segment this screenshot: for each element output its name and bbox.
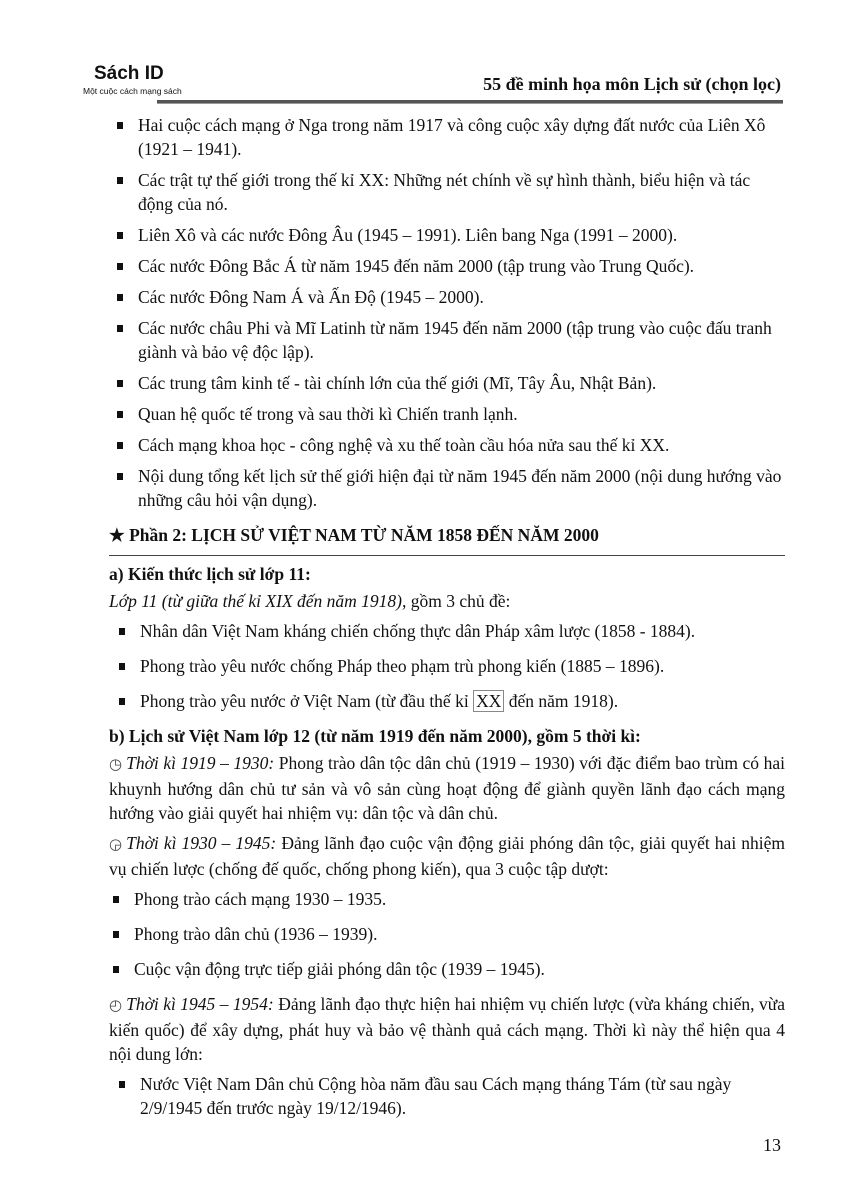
list-item [113,887,785,911]
brand-tagline: Một cuộc cách mạng sách [83,86,182,96]
item-text: Nước Việt Nam Dân chủ Cộng hòa năm đầu sau Cách mạng tháng Tám (từ sau ngày 2/9/1945 đến trước ngày 19/12/1946). [140,1074,732,1118]
page-content [109,113,785,1131]
bullet-icon [113,896,119,903]
period-1919-1930 [109,751,785,825]
brand-logo: Sách ID [94,63,164,84]
list-item [113,922,785,946]
bullet-icon [119,1081,125,1088]
bullet-icon [117,380,123,387]
list-item [117,285,785,309]
item-text: Phong trào yêu nước ở Việt Nam (từ đầu thế kỉ [140,691,474,711]
item-text: Các trật tự thế giới trong thế kỉ XX: Những nét chính về sự hình thành, biểu hiện và tác động của nó. [138,170,751,214]
intro-text: gồm 3 chủ đề: [406,591,511,611]
clock-icon: ◷ [109,757,123,773]
list-item [117,113,785,161]
world-history-list [109,113,785,512]
grade11-topic-list [109,619,785,713]
item-text: Các nước Đông Nam Á và Ấn Độ (1945 – 2000). [138,287,484,307]
list-item [117,402,785,426]
item-text: đến năm 1918). [504,691,619,711]
list-item [117,371,785,395]
part-2-heading [109,523,785,556]
period-text: Phong trào dân tộc dân chủ (1919 – 1930) với đặc điểm bao trùm có hai khuynh hướng dân chủ tư sản và vô sản cùng hoạt động để giành quyền lãnh đạo cách mạng hướng vào giải quyết hai nhiệm vụ: dân tộc và dân chủ. [109,753,785,823]
bullet-icon [119,663,125,670]
bullet-icon [117,325,123,332]
bullet-icon [113,931,119,938]
bullet-icon [119,698,125,705]
clock-icon: ◴ [109,998,123,1014]
bullet-icon [117,232,123,239]
item-text: Phong trào cách mạng 1930 – 1935. [134,889,387,909]
item-text: Các trung tâm kinh tế - tài chính lớn của thế giới (Mĩ, Tây Âu, Nhật Bản). [138,373,657,393]
star-icon: ★ [109,525,125,545]
bullet-icon [113,966,119,973]
content-list [109,1072,785,1120]
list-item [119,654,785,678]
part-title: Phần 2: LỊCH SỬ VIỆT NAM TỪ NĂM 1858 ĐẾN NĂM 2000 [129,525,599,545]
item-text: Nội dung tổng kết lịch sử thế giới hiện đại từ năm 1945 đến năm 2000 (nội dung hướng vào những câu hỏi vận dụng). [138,466,782,510]
bullet-icon [119,628,125,635]
book-title: 55 đề minh họa môn Lịch sử (chọn lọc) [483,74,781,94]
item-text: Nhân dân Việt Nam kháng chiến chống thực dân Pháp xâm lược (1858 - 1884). [140,621,696,641]
section-a-heading: a) Kiến thức lịch sử lớp 11: [109,564,311,584]
item-text: Quan hệ quốc tế trong và sau thời kì Chiến tranh lạnh. [138,404,518,424]
list-item [117,433,785,457]
section-a-intro [109,589,785,613]
boxed-text: XX [473,690,504,712]
list-item [117,464,785,512]
bullet-icon [117,263,123,270]
bullet-icon [117,177,123,184]
item-text: Cuộc vận động trực tiếp giải phóng dân tộc (1939 – 1945). [134,959,545,979]
list-item [117,316,785,364]
bullet-icon [117,122,123,129]
rehearsal-list [109,887,785,981]
period-text: Đảng lãnh đạo cuộc vận động giải phóng dân tộc, giải quyết hai nhiệm vụ chiến lược (chống đế quốc, chống phong kiến), qua 3 cuộc tập dượt: [109,833,785,879]
list-item [117,168,785,216]
item-text: Cách mạng khoa học - công nghệ và xu thế toàn cầu hóa nửa sau thế kỉ XX. [138,435,670,455]
period-1945-1954 [109,992,785,1066]
list-item [117,254,785,278]
page-number: 13 [763,1135,781,1155]
list-item [113,957,785,981]
period-label: Thời kì 1945 – 1954: [126,994,274,1014]
bullet-icon [117,411,123,418]
bullet-icon [117,473,123,480]
period-label: Thời kì 1919 – 1930: [126,753,275,773]
list-item [119,689,785,713]
list-item [117,223,785,247]
list-item [119,619,785,643]
item-text: Phong trào dân chủ (1936 – 1939). [134,924,378,944]
bullet-icon [117,442,123,449]
header-rule [157,100,783,104]
section-b-heading: b) Lịch sử Việt Nam lớp 12 (từ năm 1919 đến năm 2000), gồm 5 thời kì: [109,726,641,746]
item-text: Liên Xô và các nước Đông Âu (1945 – 1991). Liên bang Nga (1991 – 2000). [138,225,678,245]
item-text: Các nước Đông Bắc Á từ năm 1945 đến năm 2000 (tập trung vào Trung Quốc). [138,256,695,276]
clock-icon: ◶ [109,837,123,853]
period-1930-1945 [109,831,785,881]
period-label: Thời kì 1930 – 1945: [126,833,277,853]
item-text: Phong trào yêu nước chống Pháp theo phạm trù phong kiến (1885 – 1896). [140,656,665,676]
item-text: Hai cuộc cách mạng ở Nga trong năm 1917 và công cuộc xây dựng đất nước của Liên Xô (1921 – 1941). [138,115,766,159]
intro-label: Lớp 11 (từ giữa thế kỉ XIX đến năm 1918), [109,591,407,611]
period-text: Đảng lãnh đạo thực hiện hai nhiệm vụ chiến lược (vừa kháng chiến, vừa kiến quốc) để xây dựng, phát huy và bảo vệ thành quả cách mạng. Thời kì này thể hiện qua 4 nội dung lớn: [109,994,785,1064]
list-item [119,1072,785,1120]
item-text: Các nước châu Phi và Mĩ Latinh từ năm 1945 đến năm 2000 (tập trung vào cuộc đấu tranh giành và bảo vệ độc lập). [138,318,772,362]
bullet-icon [117,294,123,301]
